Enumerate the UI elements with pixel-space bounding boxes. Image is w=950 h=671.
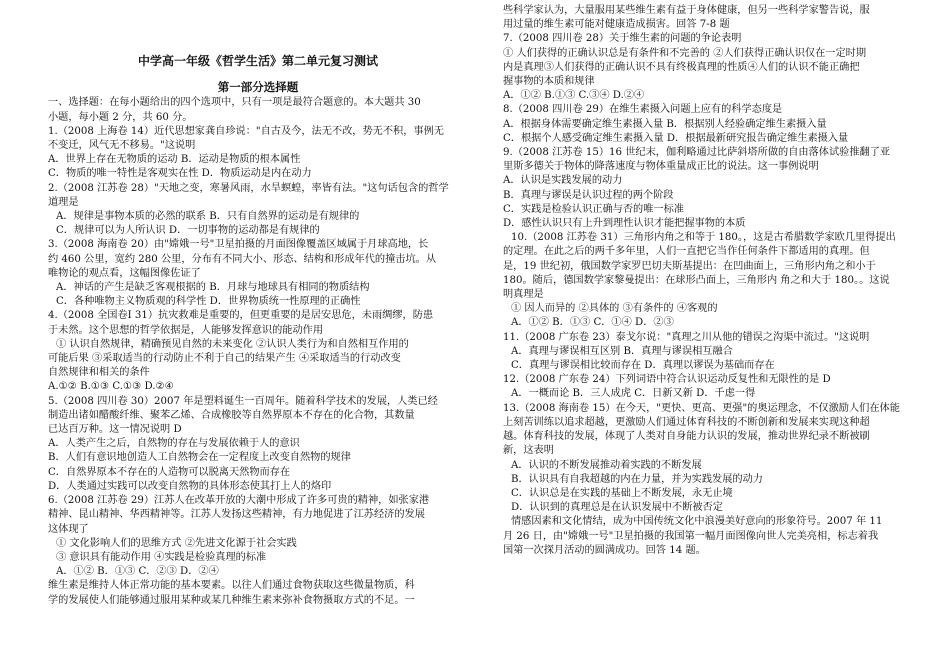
document-title: 中学高一年级《哲学生活》第二单元复习测试 (137, 54, 378, 68)
text-line: A．神话的产生是缺乏客观根据的 B．月球与地球具有相同的物质结构 (56, 282, 370, 294)
text-line: 可能后果 ③采取适当的行动防止不利于自己的结果产生 ④采取适当的行动改变 (48, 353, 401, 365)
text-line: A．人类产生之后，自然物的存在与发展依赖于人的意识 (48, 438, 300, 450)
text-line: ① 认识自然规律，精确预见自然的未来变化 ②认识人类行为和自然相互作用的 (56, 338, 409, 350)
right-column (503, 0, 923, 558)
text-line: A．①② B.①③ C.③④ D.②④ (503, 90, 645, 102)
text-line: 唯物论的观点看，这幅图像佐证了 (48, 267, 201, 279)
text-line: C．实践是检验认识正确与否的唯一标准 (503, 203, 684, 215)
text-line: 约 460 公里，宽约 280 公里，分布有不同大小、形态、结构和形成年代的撞击坑。从 (48, 253, 437, 265)
text-line: A.①② B.①③ C.①③ D.②④ (48, 381, 174, 393)
text-line: A．认识是实践发展的动力 (503, 175, 623, 187)
text-line: 新，这表明 (503, 445, 554, 457)
text-line: D．感性认识只有上升到理性认识才能把握事物的本质 (503, 218, 746, 230)
text-line: 些科学家认为，大量服用某些维生素有益于身体健康，但另一些科学家警告说，服 (503, 5, 870, 16)
text-line: 是，19 世纪初，俄国数学家罗巴切夫斯基提出：在凹曲面上，三角形内角之和小于 (503, 260, 876, 272)
text-line: ③ 意识具有能动作用 ④实践是检验真理的标准 (56, 551, 267, 563)
text-line: 一、选择题：在每小题给出的四个选项中，只有一项是最符合题意的。本大题共 30 (48, 97, 421, 109)
text-line: A．认识的不断发展推动着实践的不断发展 (511, 459, 702, 471)
text-line: 制造出诸如醋酸纤维、聚苯乙烯、合成橡胶等自然界原本不存在的化合物，其数量 (48, 409, 415, 421)
text-line: B．真理与谬误是认识过程的两个阶段 (503, 189, 674, 201)
section-title: 第一部分选择题 (217, 80, 299, 95)
text-line: C．自然界原本不存在的人造物可以脱离天然物而存在 (48, 466, 291, 478)
text-line: A．世界上存在无物质的运动 B．运动是物质的根本属性 (48, 154, 301, 166)
text-line: C．各种唯物主义物质观的科学性 D．世界物质统一性原理的正确性 (56, 296, 361, 308)
text-line: 道理是 (48, 196, 79, 208)
text-line: 8.（2008 四川卷 29）在维生素摄入问题上应有的科学态度是 (503, 104, 783, 116)
text-line: 10.（2008 江苏卷 31）三角形内角之和等于 180。，这是古希腊数学家欧几里得提出 (511, 232, 896, 244)
text-line: 7.（2008 四川卷 28）关于维生素的问题的争论表明 (503, 33, 742, 45)
text-line: 越。体育科技的发展，体现了人类对自身能力认识的发展，推动世界纪录不断被刷 (503, 431, 870, 443)
text-line: 4.（2008 全国卷Ⅰ 31）抗灾救难是重要的，但更重要的是居安思危，未雨绸缪，防患 (48, 310, 434, 322)
text-line: 6.（2008 江苏卷 29）江苏人在改革开放的大潮中形成了许多可贵的精神，如张家港 (48, 495, 430, 507)
text-line: ① 人们获得的正确认识总是有条件和不完善的 ②人们获得正确认识仅在一定时期 (503, 47, 867, 59)
text-line: 精神、昆山精神、华西精神等。江苏人发扬这些精神，有力地促进了江苏经济的发展 (48, 509, 425, 521)
text-line: 180。随后，德国数学家黎曼提出：在球形凸面上，三角形内 角之和大于 180。。这说 (503, 274, 890, 286)
text-line: 11.（2008 广东卷 23）泰戈尔说："真理之川从他的错误之沟渠中流过。"这说明 (503, 331, 870, 343)
text-line: A．根据身体需要确定维生素摄入量 B．根据别人经验确定维生素摄入量 (503, 118, 827, 130)
text-line: 情感因素和文化情结，成为中国传统文化中浪漫美好意向的形象符号。2007 年 11 (511, 516, 883, 528)
text-line: A．真理与谬误相互区别 B．真理与谬误相互融合 (511, 345, 733, 357)
text-line: 内是真理③人们获得的正确认识不具有终极真理的性质④人们的认识不能正确把 (503, 61, 860, 73)
text-line: 不变迁，风气无不移易。"这说明 (48, 140, 196, 152)
text-line: 自然规律和相关的条件 (48, 367, 150, 379)
text-line: 里斯多德关于物体的降落速度与物体重量成正比的说法。这一事例说明 (503, 161, 819, 173)
text-line: A．①② B．①③ C．①④ D．②③ (511, 317, 674, 329)
text-line: 1.（2008 上海卷 14）近代思想家龚自珍说："自古及今，法无不改，势无不积，事例无 (48, 125, 444, 137)
text-line: C．规律可以为人所认识 D．一切事物的运动都是有规律的 (56, 225, 320, 237)
text-line: D．认识到的真理总是在认识发展中不断被否定 (511, 502, 723, 514)
text-line: C．真理与谬误相比较而存在 D．真理以谬误为基础而存在 (511, 360, 775, 372)
text-line: C．物质的唯一特性是客观实在性 D．物质运动是内在动力 (48, 168, 312, 180)
text-line: A．一概而论 B．三人成虎 C．日新又新 D．千虑一得 (511, 388, 756, 400)
text-line: 的定理。在此之后的两千多年里，人们一直把它当作任何条件下都适用的真理。但 (503, 246, 870, 258)
text-line: D．人类通过实践可以改变自然物的具体形态使其打上人的烙印 (48, 480, 332, 492)
text-line: 于未然。这个思想的哲学依据是，人能够发挥意识的能动作用 (48, 324, 324, 336)
text-line: 13.（2008 海南卷 15）在今天，"更快、更高、更强"的奥运理念，不仅激励人们在体能 (503, 402, 900, 414)
text-line: ① 文化影响人们的思维方式 ②先进文化源于社会实践 (56, 537, 297, 549)
text-line: ① 因人而异的 ②具体的 ③有条件的 ④客观的 (511, 303, 718, 315)
text-line: B．认识具有自我超越的内在力量，并为实践发展的动力 (511, 473, 763, 485)
text-line: C．根据个人感受确定维生素摄入量 D．根据最新研究报告确定维生素摄入量 (503, 132, 849, 144)
text-line: 学的发展使人们能够通过服用某种或某几种维生素来弥补食物摄取方式的不足。一 (48, 594, 415, 606)
text-line: B．人们有意识地创造人工自然物会在一定程度上改变自然物的规律 (48, 452, 351, 464)
text-line: 已达百万种。这一情况说明 D (48, 424, 182, 436)
text-line: 月 26 日，由"嫦娥一号"卫星拍摄的我国第一幅月面图像向世人完美亮相，标志着我 (503, 530, 879, 542)
text-line: A．规律是事物本质的必然的联系 B．只有自然界的运动是有规律的 (56, 211, 360, 223)
text-line: C．认识总是在实践的基础上不断发展，永无止境 (511, 487, 733, 499)
text-line: 握事物的本质和规律 (503, 76, 595, 88)
text-line: 9.（2008 江苏卷 15）16 世纪末，伽利略通过比萨斜塔所做的自由落体试验推翻了亚 (503, 147, 891, 159)
text-line: 3.（2008 海南卷 20）由"嫦娥一号"卫星拍摄的月面图像覆盖区域属于月球高地，长 (48, 239, 429, 251)
text-line: 小题，每小题 2 分，共 60 分。 (48, 111, 193, 123)
text-line: A．①② B．①③ C．②③ D．②④ (56, 566, 219, 578)
left-column-text (48, 96, 468, 607)
text-line: 这体现了 (48, 523, 89, 535)
left-column (48, 0, 468, 608)
text-line: 5.（2008 四川卷 30）2007 年是塑料诞生一百周年。随着科学技术的发展，人类已经 (48, 395, 438, 407)
right-column-text (503, 4, 923, 558)
text-line: 维生素是维持人体正常功能的基本要素。以往人们通过食物获取这些微量物质，科 (48, 580, 415, 592)
text-line: 明真理是 (503, 289, 544, 301)
text-line: 12.（2008 广东卷 24）下列词语中符合认识运动反复性和无限性的是 D (503, 374, 831, 386)
text-line: 国第一次探月活动的圆满成功。回答 14 题。 (503, 544, 706, 556)
text-line: 用过量的维生素可能对健康造成损害。回答 7-8 题 (503, 19, 730, 31)
text-line: 上刻苦训练以追求超越，更激励人们通过体育科技的不断创新和发展来实现这种超 (503, 416, 870, 428)
text-line: 2.（2008 江苏卷 28）"天地之变，寒暑风雨，水旱螟蝗，率皆有法。"这句话包含的哲学 (48, 182, 449, 194)
